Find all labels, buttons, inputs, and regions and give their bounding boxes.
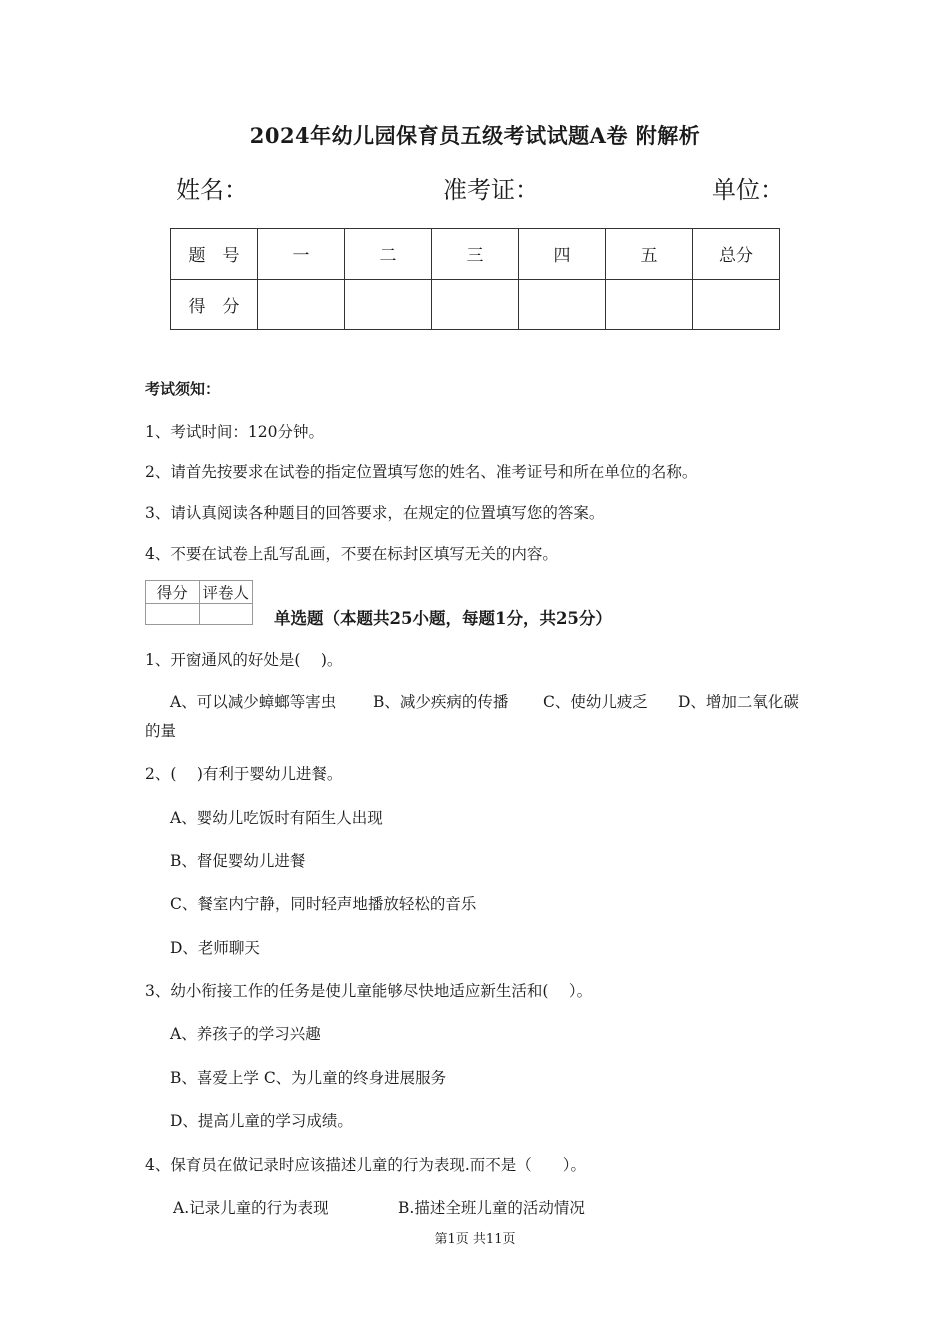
score-table-header-cell: 题 号	[171, 229, 258, 280]
document-title: 2024年幼儿园保育员五级考试试题A卷 附解析	[249, 123, 701, 148]
score-row-label: 得 分	[171, 279, 258, 330]
option-b: B、督促婴幼儿进餐	[170, 852, 306, 870]
option-c: C、餐室内宁静，同时轻声地播放轻松的音乐	[170, 895, 477, 913]
score-cell[interactable]	[432, 279, 519, 330]
name-field-label: 姓名：	[176, 176, 248, 204]
score-cell[interactable]	[519, 279, 606, 330]
question-options	[170, 690, 810, 714]
option-b: B.描述全班儿童的活动情况	[398, 1199, 585, 1217]
question-stem: 1、开窗通风的好处是( )。	[145, 651, 343, 669]
score-table-header-cell: 二	[345, 229, 432, 280]
option-d: D、增加二氧化碳	[678, 693, 799, 711]
exam-id-field-label: 准考证：	[443, 176, 539, 204]
option-c: C、使幼儿疲乏	[543, 693, 648, 711]
score-table-header-cell: 总分	[693, 229, 780, 280]
grader-score-label: 得分	[146, 581, 200, 604]
question-stem: 4、保育员在做记录时应该描述儿童的行为表现.而不是（ ）。	[145, 1156, 587, 1174]
section-title: 单选题（本题共25小题，每题1分，共25分）	[274, 609, 612, 628]
question-stem: 2、( )有利于婴幼儿进餐。	[145, 765, 343, 783]
option-d: D、提高儿童的学习成绩。	[170, 1112, 353, 1130]
score-cell[interactable]	[693, 279, 780, 330]
option-d: D、老师聊天	[170, 939, 260, 957]
grader-score-cell[interactable]	[146, 604, 200, 625]
option-b: B、减少疾病的传播	[373, 693, 509, 711]
notice-item: 4、不要在试卷上乱写乱画，不要在标封区填写无关的内容。	[145, 545, 558, 563]
option-a: A、婴幼儿吃饭时有陌生人出现	[170, 809, 383, 827]
notice-item: 3、请认真阅读各种题目的回答要求，在规定的位置填写您的答案。	[145, 504, 605, 522]
score-table	[170, 228, 780, 330]
score-table-header-cell: 四	[519, 229, 606, 280]
candidate-info	[0, 170, 950, 204]
question-stem: 3、幼小衔接工作的任务是使儿童能够尽快地适应新生活和( ）。	[145, 982, 593, 1000]
score-cell[interactable]	[258, 279, 345, 330]
unit-field-label: 单位：	[712, 176, 784, 204]
option-a: A、养孩子的学习兴趣	[170, 1025, 321, 1043]
score-table-header-row	[171, 229, 780, 280]
notice-item: 1、考试时间：120分钟。	[145, 423, 324, 441]
score-table-header-cell: 五	[606, 229, 693, 280]
option-d-continued: 的量	[145, 722, 177, 740]
score-table-header-cell: 三	[432, 229, 519, 280]
notice-item: 2、请首先按要求在试卷的指定位置填写您的姓名、准考证号和所在单位的名称。	[145, 463, 698, 481]
option-a: A、可以减少蟑螂等害虫	[170, 693, 337, 711]
page-footer: 第1页 共11页	[434, 1232, 516, 1247]
score-table-header-cell: 一	[258, 229, 345, 280]
option-b-c: B、喜爱上学 C、为儿童的终身进展服务	[170, 1069, 447, 1087]
grader-reviewer-label: 评卷人	[199, 581, 253, 604]
score-cell[interactable]	[345, 279, 432, 330]
score-table-score-row	[171, 279, 780, 330]
notice-title: 考试须知：	[145, 380, 221, 398]
option-a: A.记录儿童的行为表现	[173, 1199, 329, 1217]
score-cell[interactable]	[606, 279, 693, 330]
grader-reviewer-cell[interactable]	[199, 604, 253, 625]
grader-box	[145, 580, 253, 625]
